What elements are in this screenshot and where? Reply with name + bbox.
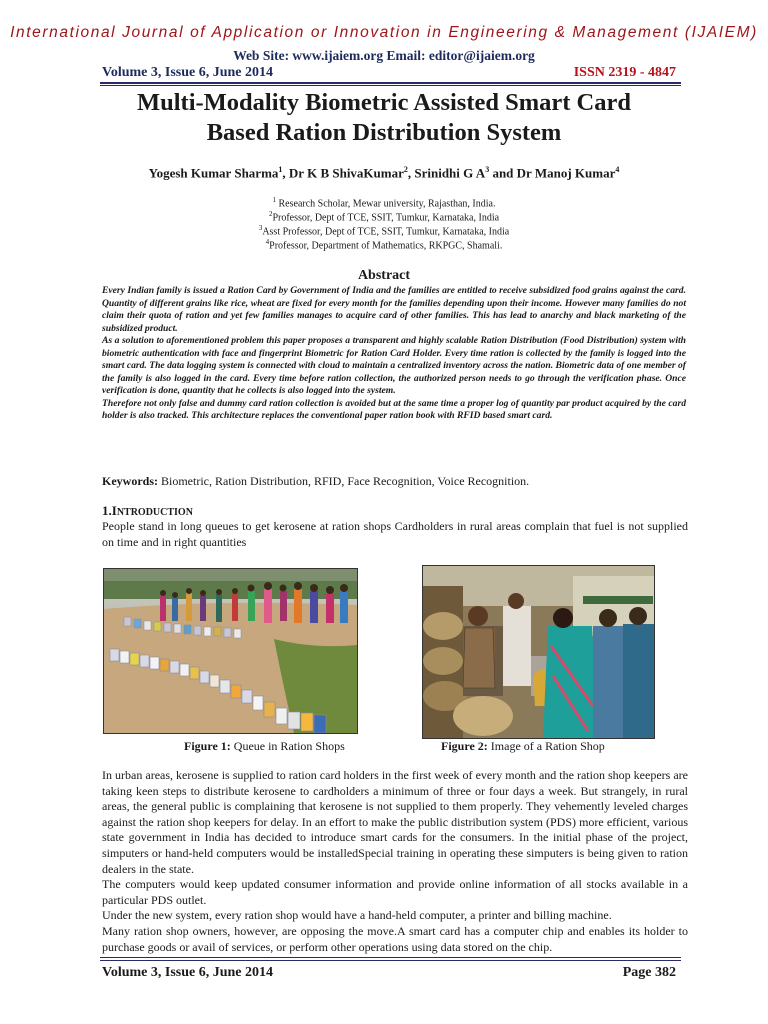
- abstract-heading: Abstract: [357, 268, 411, 283]
- author-name: Srinidhi G A: [414, 165, 486, 181]
- keywords-text: Biometric, Ration Distribution, RFID, Face Recognition, Voice Recognition.: [158, 474, 530, 488]
- affiliation-text: Professor, Dept of TCE, SSIT, Tumkur, Karnataka, India: [272, 212, 500, 224]
- paper-title-line-1: Multi-Modality Biometric Assisted Smart Card: [136, 89, 632, 116]
- queue-photo: [104, 569, 357, 733]
- body-text: [102, 768, 688, 955]
- section-number: 1.I: [102, 503, 117, 518]
- body-paragraph: Under the new system, every ration shop would have a hand-held computer, a printer and billing machine.: [102, 908, 612, 923]
- affiliation-sup: 4: [265, 238, 270, 246]
- header-rule-thin: [100, 85, 681, 86]
- header-volume: Volume 3, Issue 6, June 2014: [102, 65, 274, 80]
- author-sup: 1: [278, 165, 283, 174]
- author-sup: 4: [615, 165, 620, 174]
- body-paragraph: The computers would keep updated consumer information and provide online information of all stocks available in a particular PDS outlet.: [102, 877, 688, 907]
- abstract-paragraph: Therefore not only false and dummy card ration collection is avoided but at the same time a proper log of quantity par product acquired by the card holder is also tracked. This architecture replaces the conventional paper ration book with RFID based smart card.: [102, 397, 686, 422]
- author-name: Dr Manoj Kumar: [516, 165, 616, 181]
- paper-title-line-2: Based Ration Distribution System: [206, 119, 562, 146]
- affiliation-text: Research Scholar, Mewar university, Rajasthan, India.: [276, 198, 496, 210]
- author-sup: 3: [485, 165, 490, 174]
- body-paragraph: In urban areas, kerosene is supplied to ration card holders in the first week of every month and the ration shop keepers are taking keen steps to distribute kerosene to cardholders a minimum of three or four days a week. But strangely, in rural areas, the general public is complaining that kerosene is not supplied to them properly. They vehemently leveled charges against the ration shop keepers for delay. In an effort to make the public distribution system (PDS) more efficient, various state government in India has decided to introduce smart cards for the consumers. In the initial phase of the project, simputers or hand-held computers would be installedSpecial training in operating these simputers is being given to ration dealers in the state.: [102, 768, 688, 876]
- author-sep: and: [489, 165, 517, 181]
- affiliation-sup: 2: [268, 210, 273, 218]
- abstract-body: [102, 285, 686, 423]
- intro-paragraph: [102, 519, 688, 550]
- figure-caption-text: Queue in Ration Shops: [230, 739, 345, 753]
- affiliation-text: Professor, Department of Mathematics, RKPGC, Shamali.: [269, 240, 503, 252]
- footer-volume: Volume 3, Issue 6, June 2014: [102, 965, 274, 980]
- author-name: Yogesh Kumar Sharma: [148, 165, 279, 181]
- footer-rule: [100, 957, 681, 958]
- author-name: Dr K B ShivaKumar: [288, 165, 404, 181]
- abstract-paragraph: Every Indian family is issued a Ration Card by Government of India and the families are entitled to receive subsidized food grains against the card. Quantity of different grains like rice, wheat are fixed for every month for the families depending upon their income. However many families do not claim their quota of ration and yet few families manages to acquire card of other families. This has lead to anarchy and black marketing of the subsidized product.: [102, 285, 686, 334]
- header-issn: ISSN 2319 - 4847: [573, 65, 676, 80]
- header-rule: [100, 82, 681, 84]
- abstract-paragraph: As a solution to aforementioned problem this paper proposes a transparent and highly scalable Ration Distribution (Food Distribution) system with biometric authentication with face and fingerprint Biometric for Ration Card Holder. Every time ration is collected by the family is logged into the smart card. The data logging system is connected with cloud to maintain a centralized inventory across the nation. Biometric data of one member of the family is also logged in the card. Every time before ration collection, the authorized person needs to go through the verification phase. Once verification is done, quantity that he collects is also logged into the system.: [102, 335, 686, 397]
- body-paragraph: Many ration shop owners, however, are opposing the move.A smart card has a computer chip and enables its holder to purchase goods or avail of services, or perform other operations using data stored on the chip.: [102, 923, 688, 954]
- page-number: Page 382: [622, 965, 676, 980]
- author-sep: ,: [282, 165, 289, 181]
- keywords-label: Keywords:: [102, 474, 158, 488]
- figure-caption-text: Image of a Ration Shop: [487, 739, 605, 753]
- section-heading-introduction: [102, 503, 193, 519]
- affiliation-sup: 1: [272, 196, 277, 204]
- section-title: NTRODUCTION: [116, 507, 193, 518]
- keywords: [102, 474, 686, 489]
- figure-label: Figure 1:: [184, 739, 231, 753]
- figure-label: Figure 2:: [441, 739, 488, 753]
- figure-1-image: [103, 568, 358, 734]
- figure-1-caption: [184, 739, 345, 754]
- author-sup: 2: [403, 165, 408, 174]
- figure-2-caption: [441, 739, 605, 754]
- affiliation-text: Asst Professor, Dept of TCE, SSIT, Tumkur, Karnataka, India: [262, 226, 510, 238]
- footer-rule-thin: [100, 960, 681, 961]
- ration-shop-photo: [423, 566, 654, 738]
- affiliation-sup: 3: [258, 224, 263, 232]
- affiliation-4: [0, 235, 768, 253]
- author-list: [0, 165, 768, 181]
- figure-2-image: [422, 565, 655, 739]
- journal-name: International Journal of Application or Innovation in Engineering & Management (IJAIEM): [10, 24, 758, 41]
- author-sep: ,: [407, 165, 415, 181]
- journal-website: Web Site: www.ijaiem.org Email: editor@ijaiem.org: [233, 48, 535, 63]
- body-paragraph: People stand in long queues to get kerosene at ration shops Cardholders in rural areas complain that fuel is not supplied on time and in right quantities: [102, 519, 688, 549]
- paper-title: [60, 88, 708, 148]
